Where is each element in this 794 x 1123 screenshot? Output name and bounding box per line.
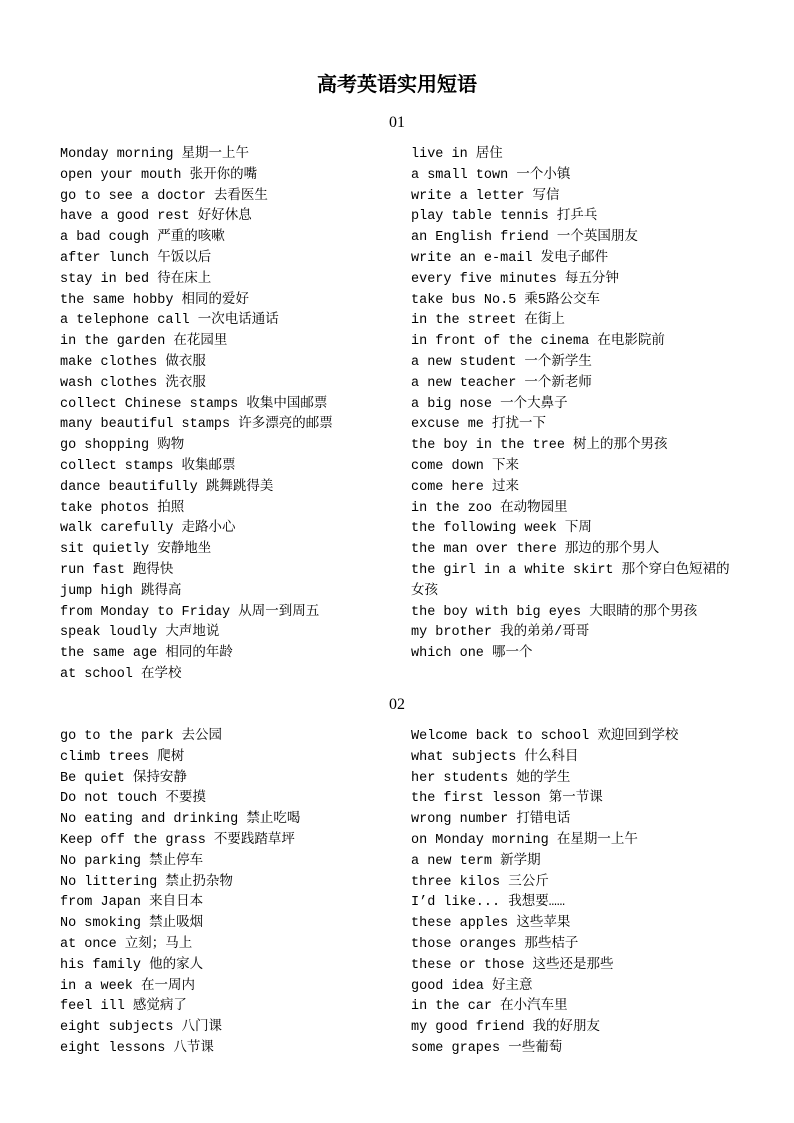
phrase-item: go shopping 购物 [60,438,185,454]
phrase-item: a small town 一个小镇 [411,167,571,183]
phrase-item: wash clothes 洗衣服 [60,375,206,391]
phrase-item: stay in bed 待在床上 [60,271,212,287]
phrase-item: go to the park 去公园 [60,729,223,744]
phrase-item: No parking 禁止停车 [60,853,204,869]
phrase-item: an English friend 一个英国朋友 [411,230,638,246]
phrase-item: which one 哪一个 [411,646,533,662]
phrase-item: make clothes 做衣服 [60,354,206,370]
phrase-item: the boy with big eyes 大眼睛的那个男孩 [411,604,698,620]
phrase-item: those oranges 那些桔子 [411,936,579,952]
phrase-item: excuse me 打扰一下 [411,417,547,433]
phrase-item: No eating and drinking 禁止吃喝 [60,812,301,828]
phrase-item: the first lesson 第一节课 [411,791,603,807]
phrase-item: write an e-mail 发电子邮件 [411,250,609,266]
phrase-item: many beautiful stamps 许多漂亮的邮票 [60,417,333,433]
phrase-item: walk carefully 走路小心 [60,521,236,537]
phrase-item: jump high 跳得高 [60,583,182,599]
phrase-item: her students 她的学生 [411,770,571,786]
phrase-item: feel ill 感觉病了 [60,999,187,1015]
phrase-item: in the street 在街上 [411,313,565,329]
phrase-item: some grapes 一些葡萄 [411,1040,563,1056]
phrase-item: have a good rest 好好休息 [60,209,252,225]
page-title: 高考英语实用短语 [317,72,477,96]
phrase-item: the same age 相同的年龄 [60,646,233,662]
phrase-item: take photos 拍照 [60,500,185,516]
phrase-item: speak loudly 大声地说 [60,625,220,641]
phrase-item: eight subjects 八门课 [60,1020,223,1036]
phrase-item: Welcome back to school 欢迎回到学校 [411,729,679,744]
phrase-item: from Monday to Friday 从周一到周五 [60,604,320,620]
section-02-left-list [60,727,390,1060]
phrase-item: open your mouth 张开你的嘴 [60,167,258,183]
phrase-item: Be quiet 保持安静 [60,770,187,786]
phrase-item: in a week 在一周内 [60,978,196,994]
phrase-item: play table tennis 打乒乓 [411,209,598,225]
phrase-item: every five minutes 每五分钟 [411,271,619,287]
phrase-item: run fast 跑得快 [60,562,174,578]
section-heading-02: 02 [389,696,405,713]
phrase-item: the boy in the tree 树上的那个男孩 [411,438,668,454]
phrase-item: sit quietly 安静地坐 [60,542,212,558]
phrase-item: eight lessons 八节课 [60,1040,214,1056]
phrase-item: the same hobby 相同的爱好 [60,292,250,308]
phrase-item: these apples 这些苹果 [411,916,571,932]
phrase-item: his family 他的家人 [60,957,204,973]
phrase-item: collect Chinese stamps 收集中国邮票 [60,396,328,412]
phrase-item: Monday morning 星期一上午 [60,147,250,162]
phrase-item: three kilos 三公斤 [411,874,549,890]
phrase-item: after lunch 午饭以后 [60,250,212,266]
phrase-item: climb trees 爬树 [60,749,185,765]
phrase-item: Keep off the grass 不要践踏草坪 [60,832,295,848]
phrase-item: what subjects 什么科目 [411,749,579,765]
phrase-item: a new teacher 一个新老师 [411,375,592,391]
phrase-item: these or those 这些还是那些 [411,957,614,973]
phrase-item: in front of the cinema 在电影院前 [411,334,665,350]
phrase-item: dance beautifully 跳舞跳得美 [60,479,274,495]
phrase-item: at once 立刻；马上 [60,936,193,952]
phrase-item: a new student 一个新学生 [411,354,592,370]
phrase-item: wrong number 打错电话 [411,812,571,828]
phrase-item: a telephone call 一次电话通话 [60,313,279,329]
phrase-item: go to see a doctor 去看医生 [60,188,268,204]
phrase-item: in the garden 在花园里 [60,334,228,350]
phrase-item: on Monday morning 在星期一上午 [411,832,638,848]
phrase-item: come down 下来 [411,458,520,474]
section-02-right-list [411,727,736,1060]
phrase-item: come here 过来 [411,479,520,495]
phrase-item: the girl in a white skirt 那个穿白色短裙的女孩 [411,562,730,599]
phrase-item: my brother 我的弟弟/哥哥 [411,625,590,641]
phrase-item: I’d like... 我想要…… [411,895,565,911]
phrase-item: a big nose 一个大鼻子 [411,396,568,412]
section-01-right-list [411,145,736,665]
section-heading-01: 01 [389,114,405,131]
phrase-item: the man over there 那边的那个男人 [411,542,660,558]
phrase-item: at school 在学校 [60,666,182,682]
phrase-item: in the car 在小汽车里 [411,999,568,1015]
phrase-item: take bus No.5 乘5路公交车 [411,292,601,308]
phrase-item: my good friend 我的好朋友 [411,1020,601,1036]
phrase-item: in the zoo 在动物园里 [411,500,568,516]
phrase-item: collect stamps 收集邮票 [60,458,236,474]
phrase-item: Do not touch 不要摸 [60,791,206,807]
phrase-item: a new term 新学期 [411,853,541,869]
phrase-item: from Japan 来自日本 [60,895,204,911]
phrase-item: No smoking 禁止吸烟 [60,916,204,932]
phrase-item: No littering 禁止扔杂物 [60,874,233,890]
phrase-item: the following week 下周 [411,521,592,537]
section-01-left-list [60,145,390,686]
phrase-item: write a letter 写信 [411,188,560,204]
phrase-item: live in 居住 [411,147,503,162]
phrase-item: good idea 好主意 [411,978,533,994]
phrase-item: a bad cough 严重的咳嗽 [60,230,225,246]
